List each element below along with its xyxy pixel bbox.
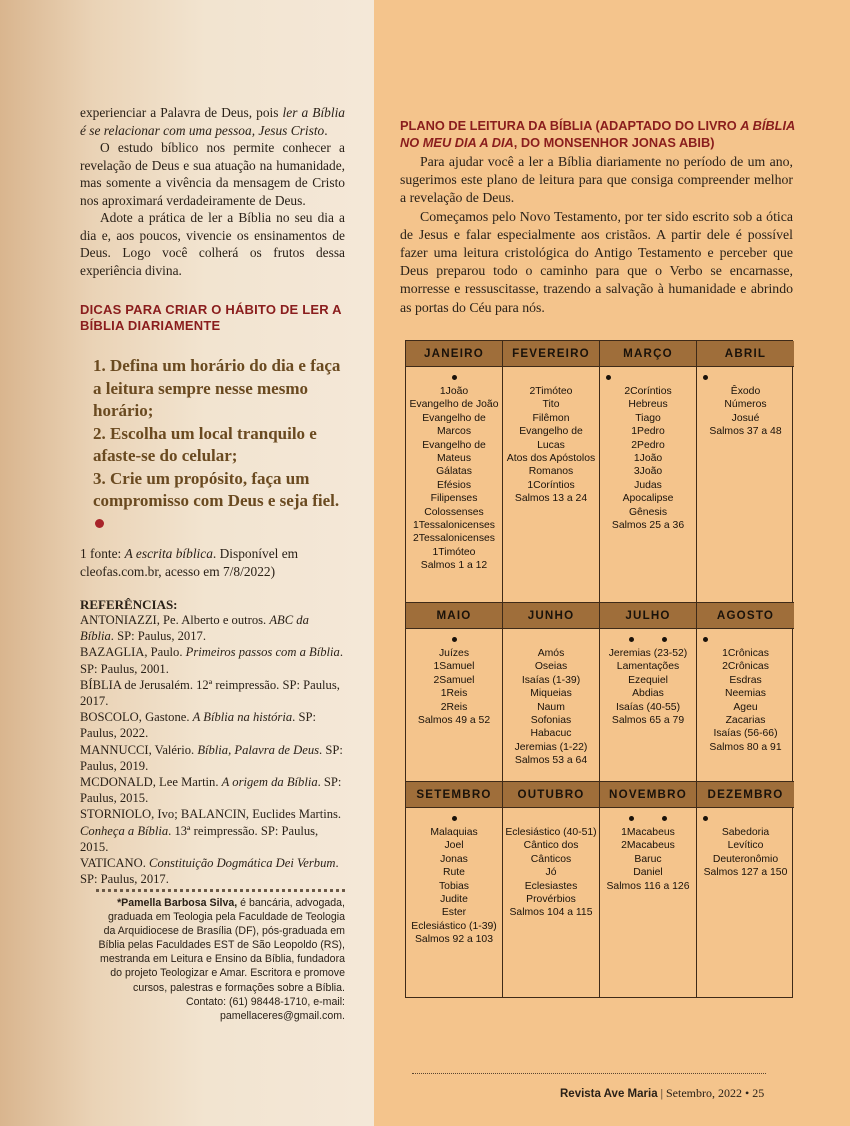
footnote: 1 fonte: A escrita bíblica. Disponível em cleofas.com.br, acesso em 7/8/2022): [80, 546, 299, 579]
author-description: é bancária, advogada, graduada em Teologia pela Faculdade de Teologia da Arquidiocese de Brasília (DF), pós-graduada em Bíblia pelas Faculdades EST de São Leopoldo (RS), mestranda em Leitura e Ensino da Bíblia, fundadora do projeto Teologizar e Amar. Escritora e promove cursos, palestras e formações sobre a Bíblia. Contato: (61) 98448-1710, e-mail: pamellaceres@gmail.com.: [98, 897, 345, 1022]
magazine-name: Revista Ave Maria: [560, 1088, 658, 1100]
month-header: FEVEREIRO: [503, 341, 600, 367]
reading-item: Joel: [444, 840, 464, 852]
reading-item: 1Crônicas: [722, 648, 769, 659]
plan-paragraph: Para ajudar você a ler a Bíblia diariamente no período de um ano, sugerimos este plano de leitura para que consiga compreender melhor a revelação de Deus.: [400, 154, 793, 206]
bullet-icon: [703, 375, 708, 380]
bullet-icon: [606, 375, 611, 380]
reading-item: Naum: [537, 701, 565, 713]
reading-item: Provérbios: [526, 894, 576, 906]
reading-item: 2Timóteo: [529, 386, 573, 397]
reading-item: Evangelho de Marcos: [422, 412, 486, 438]
reading-item: 1João: [633, 453, 663, 465]
reading-item: Tito: [542, 399, 560, 411]
reference-item: MANNUCCI, Valério. Bíblia, Palavra de Deus. SP: Paulus, 2019.: [80, 742, 343, 773]
reading-item: Eclesiástico (40-51): [505, 827, 597, 838]
month-header: MAIO: [406, 603, 503, 629]
reading-item: Eclesiástico (1-39): [411, 920, 497, 932]
month-readings: [697, 629, 794, 782]
month-readings: [406, 808, 503, 997]
end-mark-icon: [95, 519, 104, 528]
reading-item: 1Coríntios: [527, 479, 575, 491]
bullet-icon: [452, 816, 457, 821]
bullet-icon: [662, 637, 667, 642]
tip-item: 2. Escolha um local tranquilo e afaste-se do celular;: [93, 423, 317, 465]
month-readings: [600, 367, 697, 603]
reading-item: Salmos 1 a 12: [420, 560, 488, 572]
reading-item: Evangelho de João: [409, 399, 499, 411]
reading-item: 1João: [439, 386, 469, 397]
reading-item: Deuteronômio: [712, 853, 779, 865]
reading-item: 3João: [633, 466, 663, 478]
bullet-icon: [452, 375, 457, 380]
reading-item: Romanos: [528, 466, 574, 478]
month-readings: [406, 367, 503, 603]
reading-item: 1Tessalonicenses: [412, 520, 496, 532]
month-header: OUTUBRO: [503, 782, 600, 808]
reading-item: Juízes: [438, 648, 470, 659]
checkbox-dots: [505, 814, 597, 824]
author-bio: [96, 889, 345, 1023]
reading-item: Salmos 80 a 91: [709, 741, 782, 753]
reading-item: 2Samuel: [433, 674, 475, 686]
tip-item: 1. Defina um horário do dia e faça a leitura sempre nesse mesmo horário;: [93, 356, 341, 420]
reading-item: Gênesis: [628, 506, 668, 518]
checkbox-dots: [602, 635, 694, 645]
checkbox-dots: [699, 635, 792, 645]
reading-item: Lamentações: [616, 661, 680, 673]
reading-item: 2Pedro: [631, 439, 665, 451]
month-header: SETEMBRO: [406, 782, 503, 808]
reading-item: Neemias: [725, 688, 766, 700]
reading-item: Cântico dos Cânticos: [523, 840, 579, 865]
bullet-icon: [703, 816, 708, 821]
checkbox-dots: [408, 373, 500, 383]
reading-item: 1Reis: [440, 688, 468, 700]
reading-item: Esdras: [729, 674, 762, 686]
tip-item: 3. Crie um propósito, faça um compromisso com Deus e seja fiel.: [93, 468, 345, 536]
paragraph-2: O estudo bíblico nos permite conhecer a revelação de Deus e sua atuação na humanidade, mas somente a vivência da mensagem de Cristo nos aproximará verdadeiramente de Deus.: [80, 140, 345, 208]
reading-item: 2Crônicas: [722, 661, 769, 673]
reading-item: Habacuc: [530, 728, 572, 740]
reading-item: Jeremias (1-22): [514, 741, 588, 753]
checkbox-dots: [699, 373, 792, 383]
month-header: JULHO: [600, 603, 697, 629]
reading-item: 2Coríntios: [624, 386, 672, 397]
reading-item: Efésios: [436, 479, 472, 491]
plan-heading: PLANO DE LEITURA DA BÍBLIA (ADAPTADO DO LIVRO A BÍBLIA NO MEU DIA A DIA, DO MONSENHOR JONAS ABIB): [400, 118, 795, 150]
reading-item: 1Timóteo: [432, 546, 476, 558]
reading-item: Miqueias: [530, 688, 572, 700]
reading-item: 2Reis: [440, 701, 468, 713]
reference-item: MCDONALD, Lee Martin. A origem da Bíblia. SP: Paulus, 2015.: [80, 775, 342, 806]
reading-item: Tiago: [635, 412, 661, 424]
reading-item: Josué: [731, 412, 760, 424]
checkbox-dots: [408, 635, 500, 645]
month-header: NOVEMBRO: [600, 782, 697, 808]
month-header: MARÇO: [600, 341, 697, 367]
reading-item: 2Macabeus: [621, 840, 675, 852]
month-readings: [600, 808, 697, 997]
reading-item: Evangelho de Lucas: [519, 426, 583, 451]
page-footer: Revista Ave Maria | Setembro, 2022 • 25: [560, 1086, 765, 1100]
reading-item: Ageu: [733, 701, 758, 713]
month-header: JUNHO: [503, 603, 600, 629]
reading-item: 1Macabeus: [621, 827, 675, 838]
reading-item: Atos dos Apóstolos: [506, 453, 596, 465]
footer-date-page: Setembro, 2022 • 25: [666, 1086, 765, 1100]
reading-item: Jonas: [440, 853, 468, 865]
checkbox-dots: [505, 635, 597, 645]
reading-item: Salmos 49 a 52: [417, 715, 491, 727]
checkbox-dots: [408, 814, 500, 824]
reading-item: Filipenses: [430, 493, 478, 505]
reading-item: Salmos 127 a 150: [703, 867, 788, 879]
reading-item: Daniel: [633, 867, 663, 879]
reading-item: Sofonias: [530, 715, 572, 727]
bullet-icon: [629, 637, 634, 642]
reading-item: Ezequiel: [628, 674, 668, 686]
month-header: AGOSTO: [697, 603, 794, 629]
plan-paragraph: Começamos pelo Novo Testamento, por ter sido escrito sob a ótica de Jesus e falar especialmente aos cristãos. A partir dele é possível fazer uma leitura cristológica do Antigo Testamento e perceber que Deus preparou todo o caminho para que o Verbo se encarnasse, morresse e ressuscitasse, trazendo a salvação à humanidade e abrindo as portas do Céu para nós.: [400, 208, 793, 315]
reading-item: Jó: [545, 867, 557, 879]
reading-item: Isaías (40-55): [615, 701, 681, 713]
reference-item: BOSCOLO, Gastone. A Bíblia na história. SP: Paulus, 2022.: [80, 710, 316, 741]
month-readings: [697, 367, 794, 603]
month-readings: [600, 629, 697, 782]
reading-item: Apocalipse: [622, 493, 674, 505]
bullet-icon: [629, 816, 634, 821]
reading-item: Êxodo: [730, 386, 761, 397]
paragraph-1: experienciar a Palavra de Deus, pois ler a Bíblia é se relacionar com uma pessoa, Jesus Cristo.: [80, 105, 345, 138]
reading-item: 1Samuel: [433, 661, 475, 673]
checkbox-dots: [602, 373, 694, 383]
reading-item: Salmos 104 a 115: [509, 907, 593, 919]
reading-item: Colossenses: [424, 506, 484, 518]
reference-item: STORNIOLO, Ivo; BALANCIN, Euclides Martins. Conheça a Bíblia. 13ª reimpressão. SP: Paulus, 2015.: [80, 807, 342, 854]
reading-item: Zacarias: [725, 715, 766, 727]
reading-item: Isaías (1-39): [521, 674, 581, 686]
reading-item: Sabedoria: [721, 827, 770, 838]
reading-item: Salmos 25 a 36: [611, 520, 685, 532]
month-header: JANEIRO: [406, 341, 503, 367]
reading-item: Malaquias: [430, 827, 478, 838]
intro-text: [80, 104, 345, 279]
reading-item: Filêmon: [532, 412, 570, 424]
reading-item: Evangelho de Mateus: [422, 439, 486, 465]
reading-item: Abdias: [632, 688, 664, 700]
reading-item: 1Pedro: [631, 426, 665, 438]
month-readings: [406, 629, 503, 782]
paragraph-3: Adote a prática de ler a Bíblia no seu dia a dia e, aos poucos, vivencie os ensinamentos de Deus. Logo você colherá os frutos dessa experiência divina.: [80, 210, 345, 278]
reading-item: Baruc: [634, 853, 662, 865]
month-header: ABRIL: [697, 341, 794, 367]
reading-item: Judite: [440, 894, 468, 906]
reading-item: Salmos 37 a 48: [709, 426, 782, 438]
reading-item: Salmos 65 a 79: [611, 715, 685, 727]
reading-item: Ester: [441, 907, 467, 919]
bullet-icon: [662, 816, 667, 821]
reading-item: Isaías (56-66): [713, 728, 778, 740]
reading-item: Salmos 13 a 24: [514, 493, 588, 505]
bullet-icon: [452, 637, 457, 642]
reading-item: Oseias: [534, 661, 568, 673]
reference-item: BAZAGLIA, Paulo. Primeiros passos com a Bíblia. SP: Paulus, 2001.: [80, 645, 343, 676]
reading-item: Tobias: [438, 880, 470, 892]
reading-plan-table: [405, 340, 793, 998]
bullet-icon: [703, 637, 708, 642]
reading-item: Judas: [634, 479, 662, 491]
tips-list: [93, 355, 345, 535]
reading-item: Salmos 53 a 64: [514, 755, 588, 767]
reading-item: Salmos 116 a 126: [606, 880, 690, 892]
reading-item: Amós: [537, 648, 565, 659]
reading-item: Gálatas: [436, 466, 472, 478]
month-readings: [503, 629, 600, 782]
checkbox-dots: [505, 373, 597, 383]
reading-item: Levítico: [727, 840, 764, 852]
references-title: REFERÊNCIAS:: [80, 597, 178, 612]
month-header: DEZEMBRO: [697, 782, 794, 808]
reading-item: Rute: [443, 867, 465, 879]
reading-item: 2Tessalonicenses: [412, 533, 496, 545]
month-readings: [503, 808, 600, 997]
month-readings: [503, 367, 600, 603]
reading-item: Números: [724, 399, 767, 411]
reading-item: Jeremias (23-52): [608, 648, 688, 659]
checkbox-dots: [602, 814, 694, 824]
reading-item: Salmos 92 a 103: [415, 934, 493, 946]
plan-intro: [400, 153, 793, 317]
reading-item: Hebreus: [628, 399, 668, 411]
footer-divider: [412, 1073, 766, 1074]
month-readings: [697, 808, 794, 997]
author-name: *Pamella Barbosa Silva,: [117, 897, 238, 909]
reference-item: ANTONIAZZI, Pe. Alberto e outros. ABC da Bíblia. SP: Paulus, 2017.: [80, 613, 309, 644]
reference-item: BÍBLIA de Jerusalém. 12ª reimpressão. SP: Paulus, 2017.: [80, 677, 340, 709]
reading-item: Eclesiastes: [524, 880, 578, 892]
reference-item: VATICANO. Constituição Dogmática Dei Verbum. SP: Paulus, 2017.: [80, 856, 339, 887]
tips-heading: DICAS PARA CRIAR O HÁBITO DE LER A BÍBLIA DIARIAMENTE: [80, 302, 342, 333]
checkbox-dots: [699, 814, 792, 824]
references-list: [80, 612, 345, 887]
author-divider: [96, 889, 345, 893]
